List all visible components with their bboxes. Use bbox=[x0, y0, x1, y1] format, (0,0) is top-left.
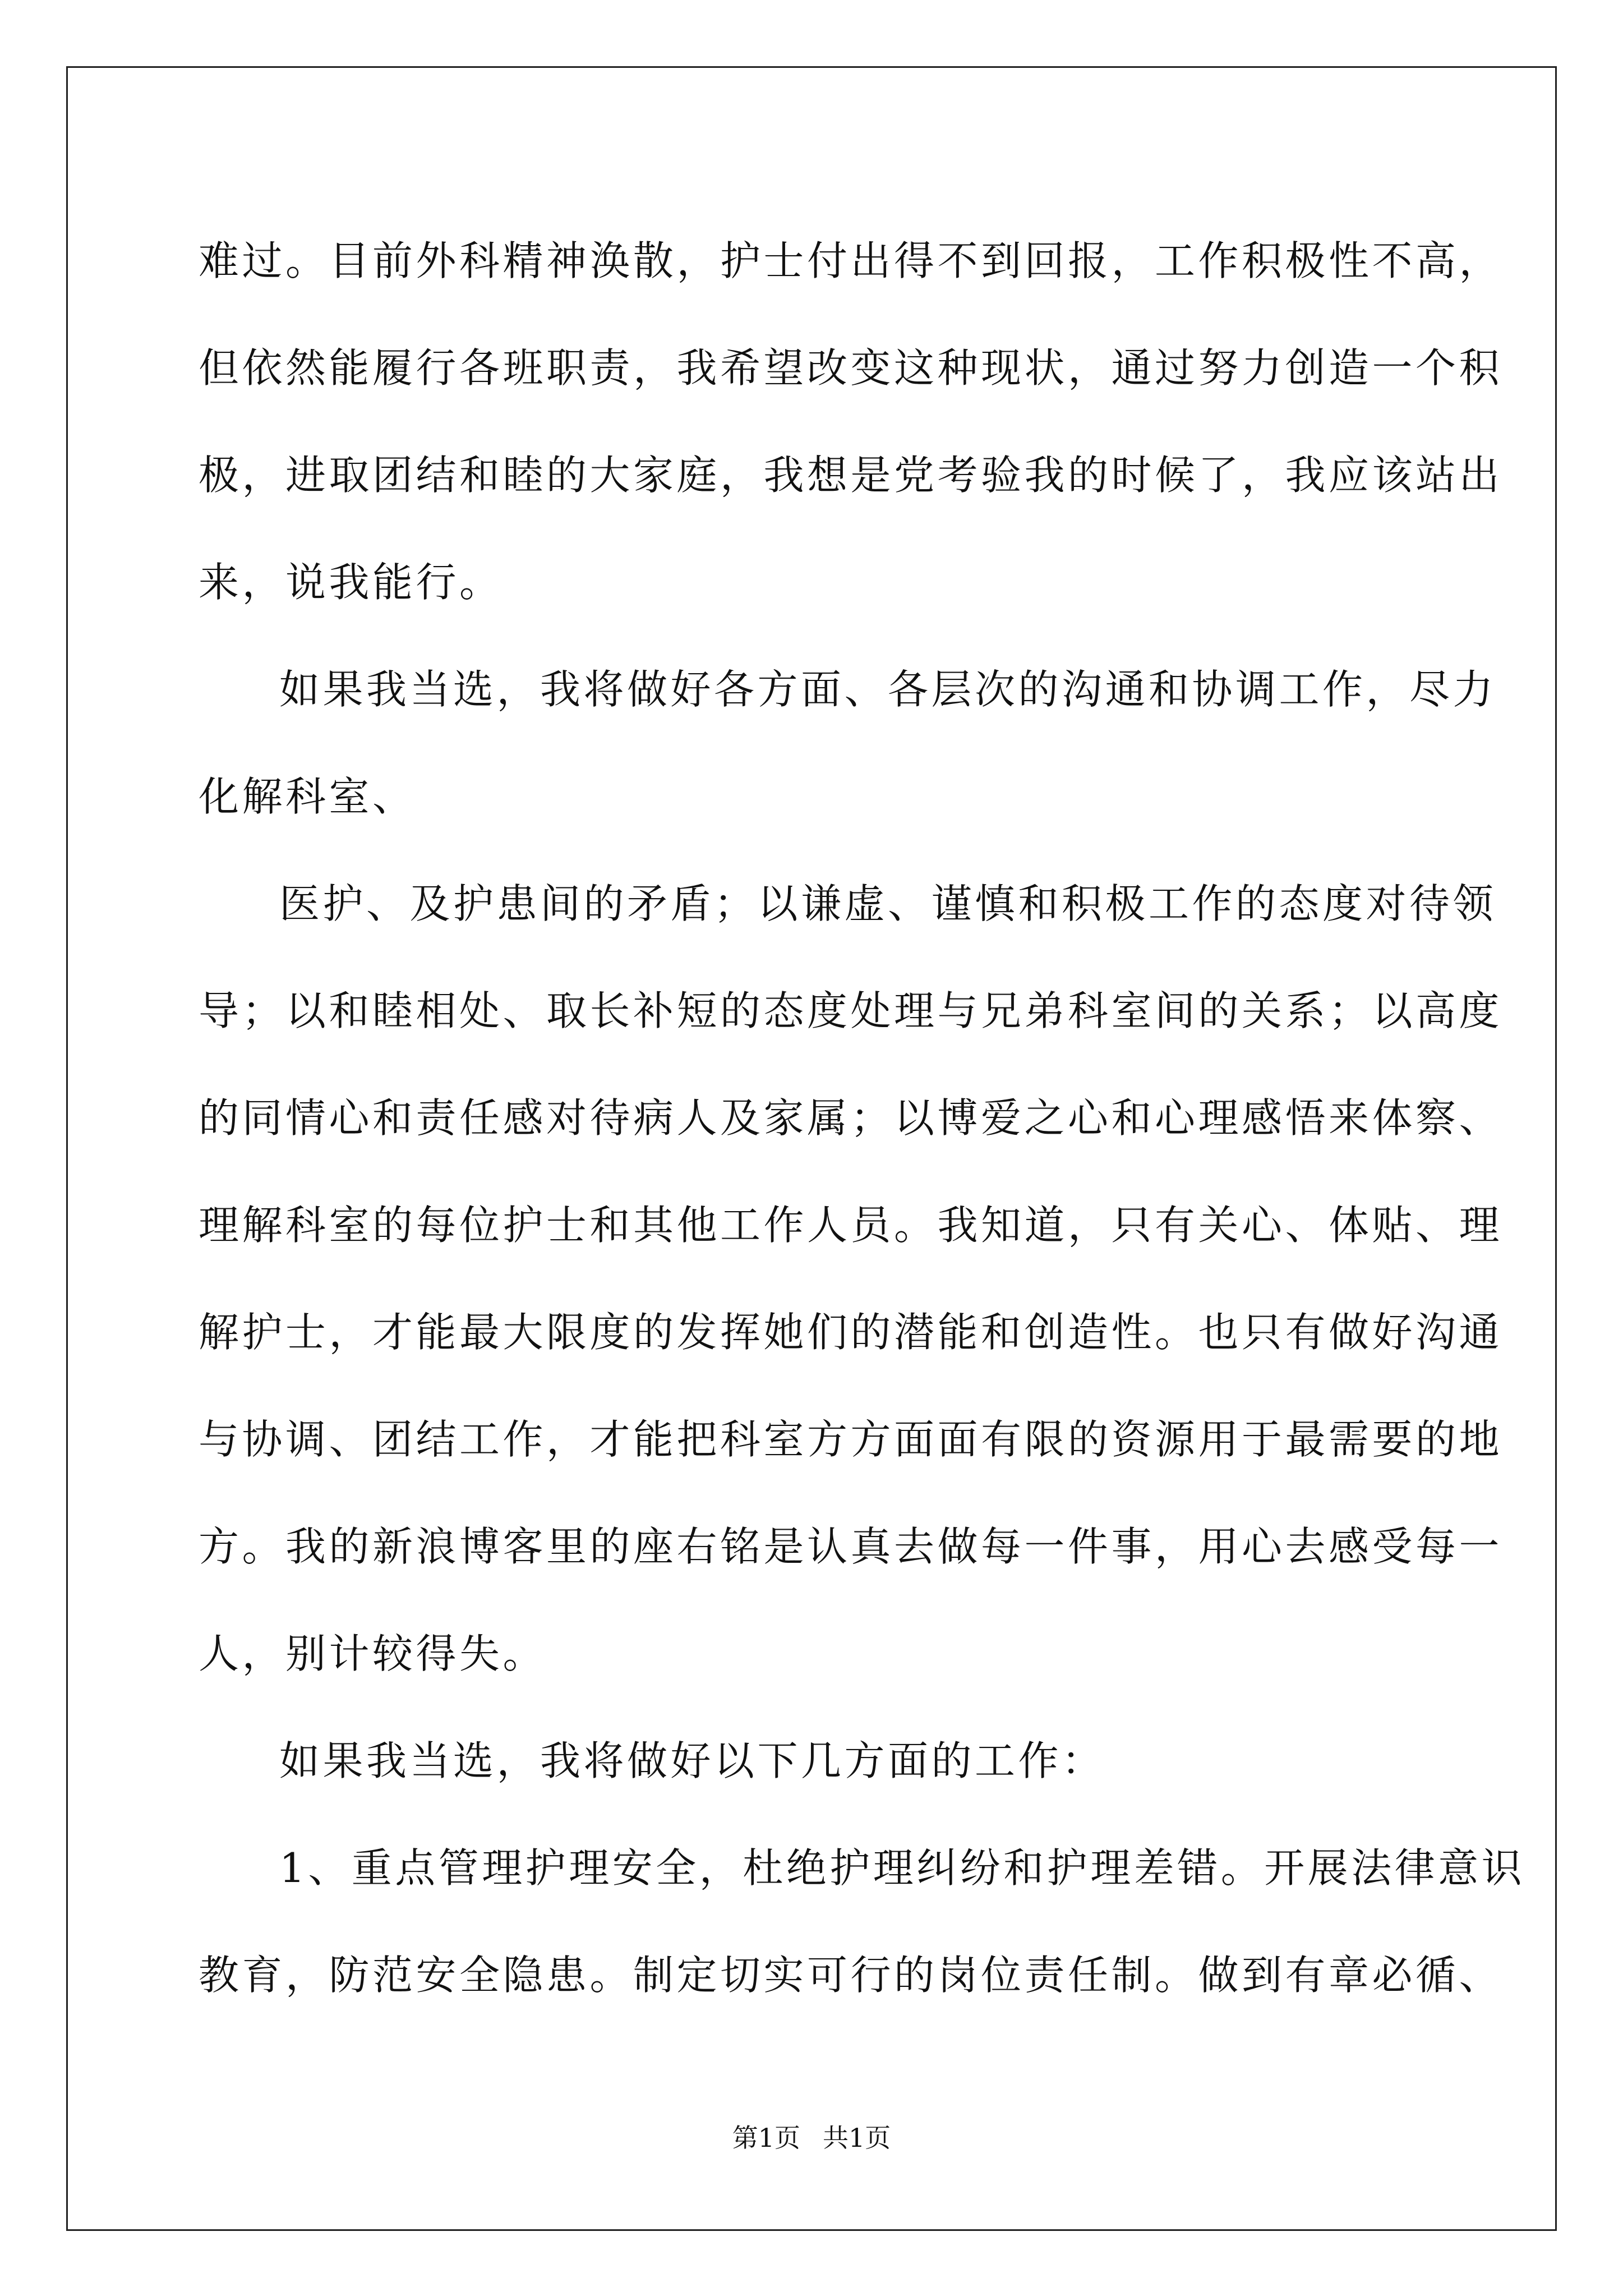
text-line: 方。我的新浪博客里的座右铭是认真去做每一件事，用心去感受每一 bbox=[199, 1523, 1503, 1570]
text-line: 极，进取团结和睦的大家庭，我想是党考验我的时候了，我应该站出 bbox=[199, 452, 1503, 499]
page-total: 共1页 bbox=[823, 2123, 891, 2153]
page-footer bbox=[0, 2118, 1623, 2155]
text-line: 教育，防范安全隐患。制定切实可行的岗位责任制。做到有章必循、 bbox=[199, 1952, 1503, 1999]
text-line: 如果我当选，我将做好各方面、各层次的沟通和协调工作，尽力 bbox=[279, 666, 1497, 713]
text-line: 的同情心和责任感对待病人及家属；以博爱之心和心理感悟来体察、 bbox=[199, 1094, 1503, 1142]
text-line: 化解科室、 bbox=[199, 773, 416, 820]
text-line: 解护士，才能最大限度的发挥她们的潜能和创造性。也只有做好沟通 bbox=[199, 1309, 1503, 1356]
text-line: 难过。目前外科精神涣散，护士付出得不到回报，工作积极性不高， bbox=[199, 237, 1503, 284]
document-body bbox=[199, 208, 1525, 2029]
text-line: 理解科室的每位护士和其他工作人员。我知道，只有关心、体贴、理 bbox=[199, 1202, 1503, 1249]
text-line: 与协调、团结工作，才能把科室方方面面有限的资源用于最需要的地 bbox=[199, 1416, 1503, 1463]
text-line: 如果我当选，我将做好以下几方面的工作： bbox=[279, 1737, 1105, 1784]
text-line: 医护、及护患间的矛盾；以谦虚、谨慎和积极工作的态度对待领 bbox=[279, 880, 1497, 927]
text-line: 导；以和睦相处、取长补短的态度处理与兄弟科室间的关系；以高度 bbox=[199, 987, 1503, 1034]
page-number: 第1页 bbox=[732, 2123, 800, 2153]
text-line: 人，别计较得失。 bbox=[199, 1630, 547, 1677]
text-line: 但依然能履行各班职责，我希望改变这种现状，通过努力创造一个积 bbox=[199, 344, 1503, 392]
text-line: 来，说我能行。 bbox=[199, 559, 503, 606]
text-line: 1、重点管理护理安全，杜绝护理纠纷和护理差错。开展法律意识 bbox=[279, 1844, 1525, 1892]
